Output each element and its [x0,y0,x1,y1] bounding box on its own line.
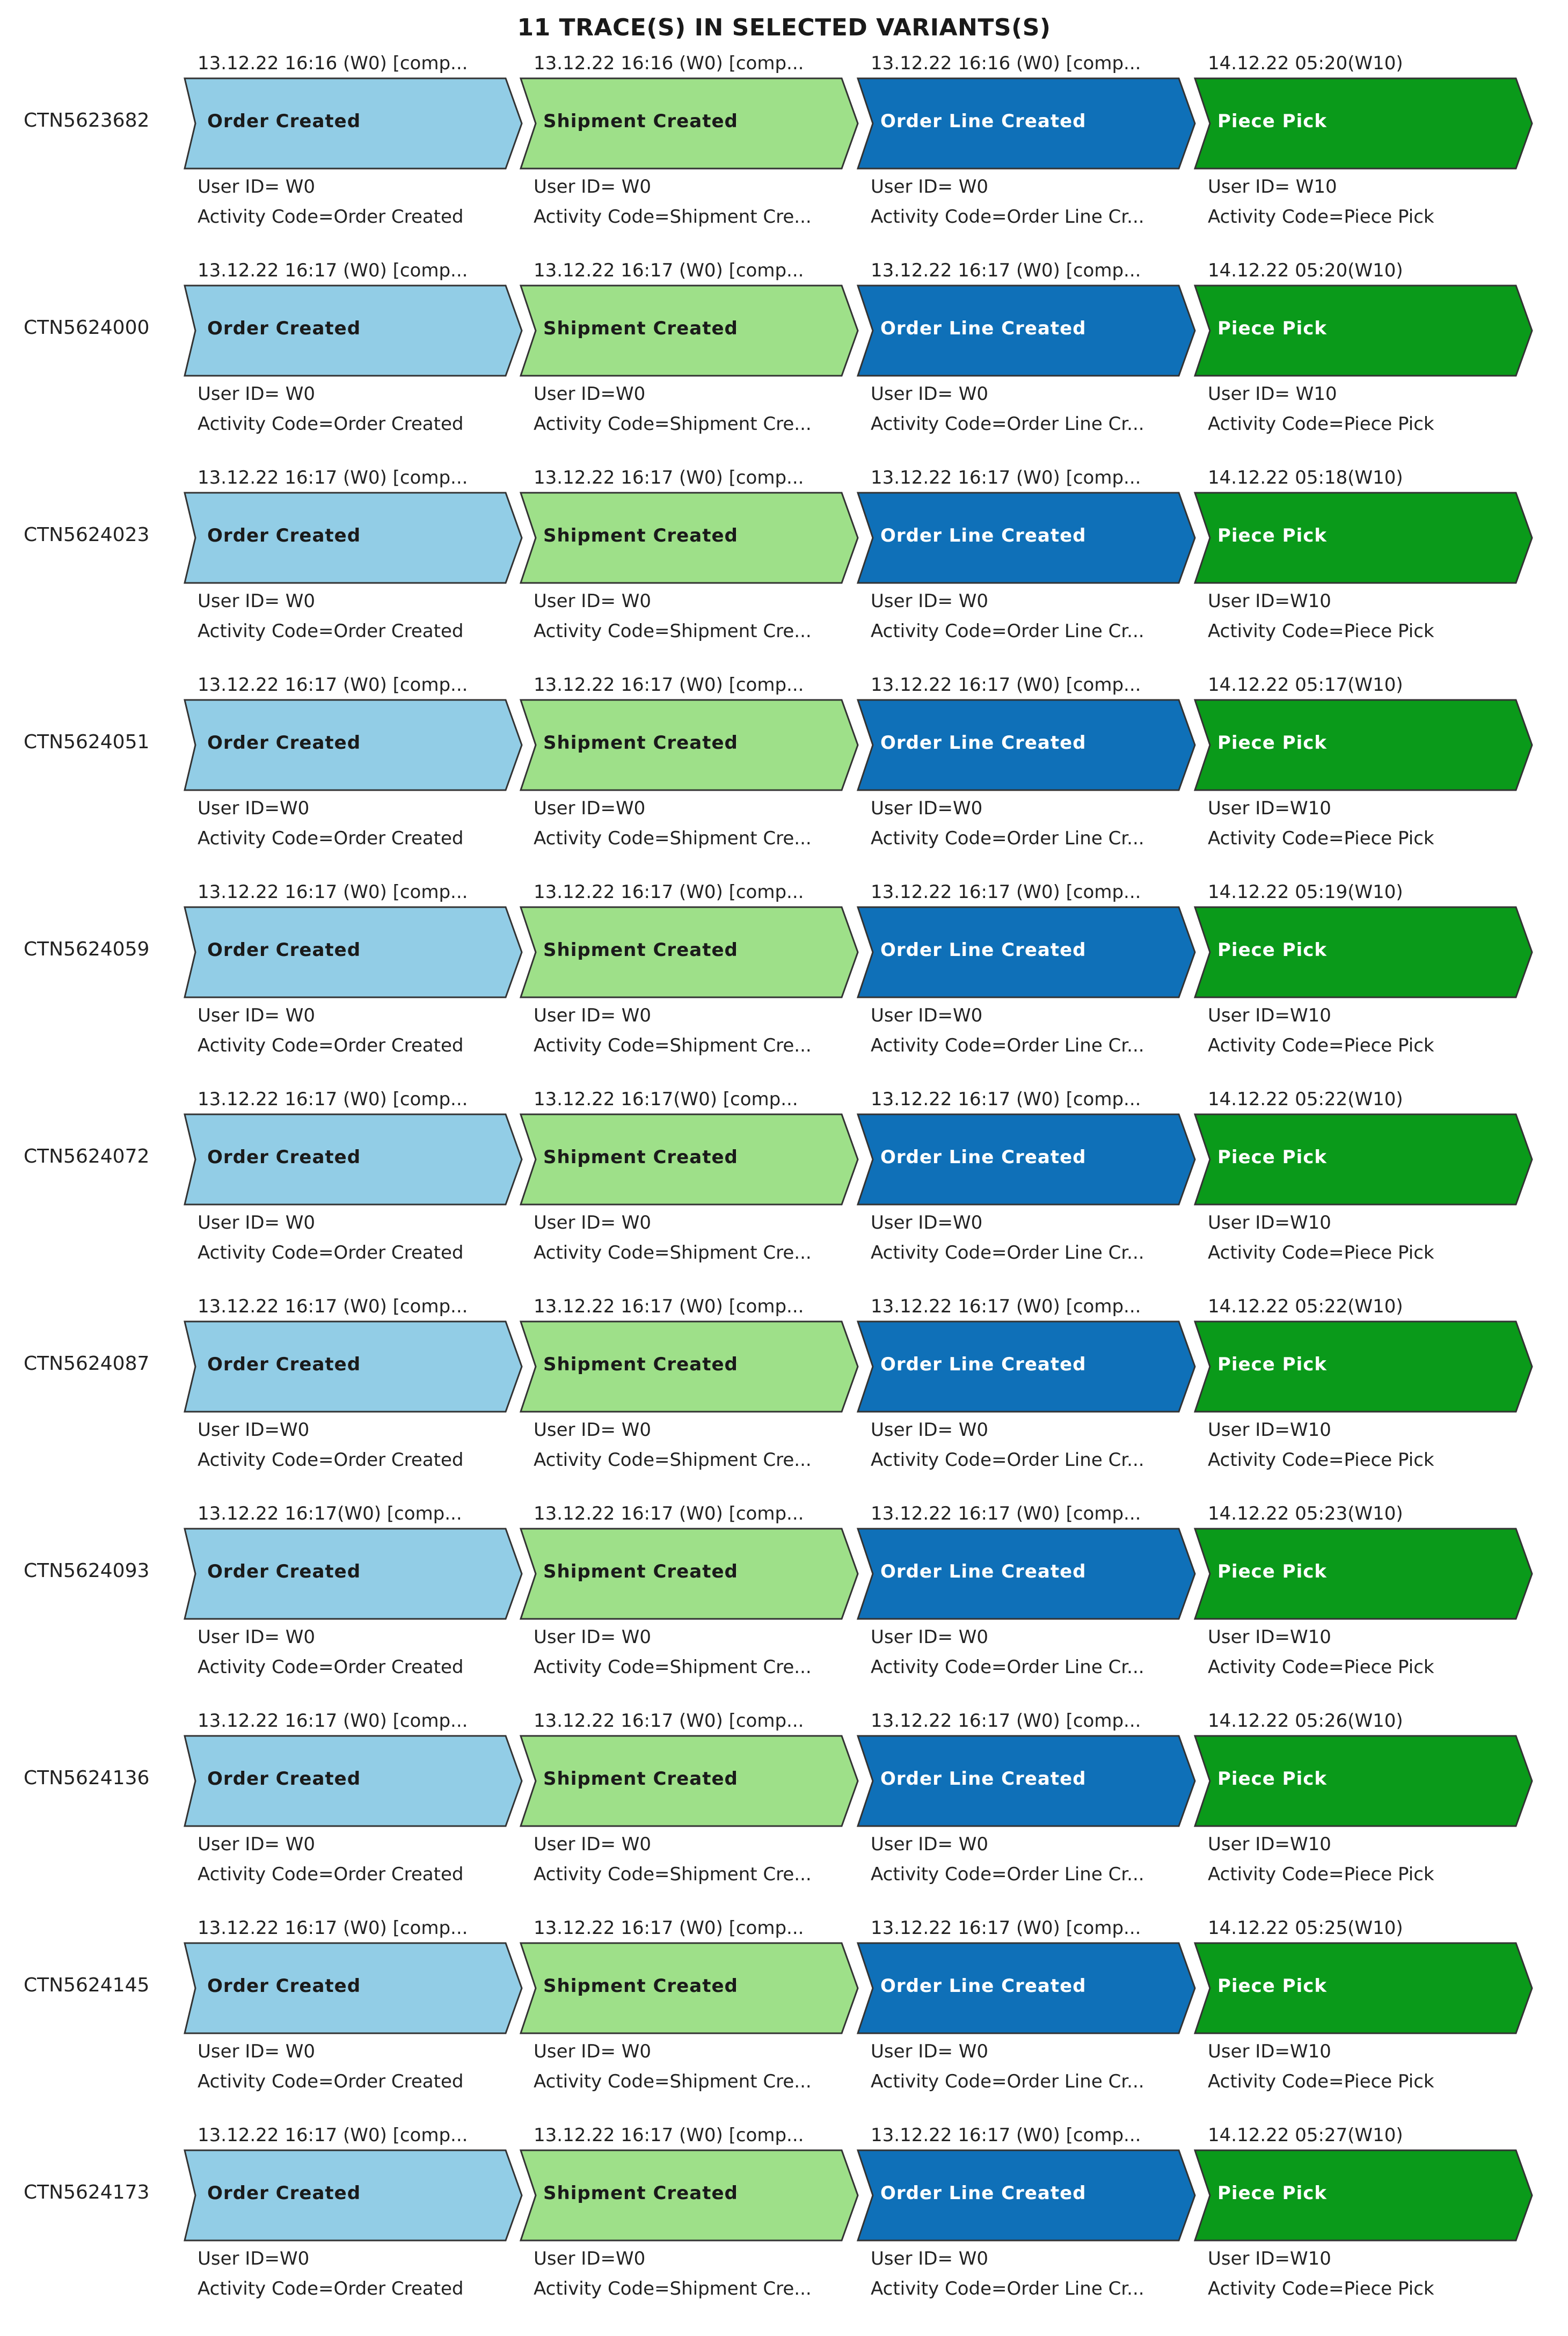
step-timestamp: 13.12.22 16:17 (W0) [comp... [534,467,804,488]
activity-code-attr: Activity Code=Order Created [198,1035,464,1056]
step-timestamp: 14.12.22 05:22(W10) [1208,1296,1403,1317]
activity-code-attr: Activity Code=Shipment Cre... [534,1242,812,1264]
activity-code-attr: Activity Code=Order Created [198,2278,464,2300]
user-id-attr: User ID=W10 [1208,2041,1331,2062]
activity-label: Shipment Created [543,1354,738,1375]
activity-code-attr: Activity Code=Shipment Cre... [534,413,812,435]
activity-code-attr: Activity Code=Shipment Cre... [534,2278,812,2300]
activity-label: Order Created [207,318,361,339]
activity-label: Piece Pick [1217,318,1328,339]
case-id: CTN5624051 [24,731,150,753]
activity-label: Order Line Created [880,318,1086,339]
activity-code-attr: Activity Code=Piece Pick [1208,1035,1434,1056]
trace-row [0,257,1568,464]
user-id-attr: User ID= W0 [534,1212,652,1233]
trace-list [0,49,1568,2328]
trace-row [0,49,1568,257]
step-timestamp: 13.12.22 16:16 (W0) [comp... [198,53,468,74]
user-id-attr: User ID= W0 [198,383,316,405]
diagram-title: 11 TRACE(S) IN SELECTED VARIANTS(S) [517,14,1051,41]
user-id-attr: User ID= W0 [198,1834,316,1855]
user-id-attr: User ID= W0 [871,1419,989,1441]
activity-code-attr: Activity Code=Shipment Cre... [534,1449,812,1471]
user-id-attr: User ID= W0 [534,1419,652,1441]
activity-label: Order Line Created [880,939,1086,961]
activity-code-attr: Activity Code=Shipment Cre... [534,1656,812,1678]
user-id-attr: User ID= W10 [1208,176,1337,198]
trace-row [0,671,1568,878]
activity-code-attr: Activity Code=Piece Pick [1208,1449,1434,1471]
user-id-attr: User ID= W0 [871,590,989,612]
case-id: CTN5624023 [24,524,150,546]
activity-code-attr: Activity Code=Piece Pick [1208,2278,1434,2300]
activity-code-attr: Activity Code=Order Line Cr... [871,1864,1144,1885]
user-id-attr: User ID=W10 [1208,798,1331,819]
activity-code-attr: Activity Code=Order Created [198,1864,464,1885]
activity-code-attr: Activity Code=Order Created [198,413,464,435]
activity-label: Piece Pick [1217,1147,1328,1168]
user-id-attr: User ID=W0 [871,1005,983,1026]
activity-code-attr: Activity Code=Piece Pick [1208,620,1434,642]
step-timestamp: 14.12.22 05:22(W10) [1208,1089,1403,1110]
user-id-attr: User ID=W0 [534,798,646,819]
user-id-attr: User ID= W0 [534,176,652,198]
step-timestamp: 13.12.22 16:17 (W0) [comp... [198,1296,468,1317]
step-timestamp: 14.12.22 05:20(W10) [1208,53,1403,74]
activity-label: Piece Pick [1217,525,1328,546]
activity-label: Order Line Created [880,2182,1086,2204]
trace-row [0,2121,1568,2328]
trace-row [0,464,1568,671]
user-id-attr: User ID= W0 [198,1626,316,1648]
user-id-attr: User ID= W0 [871,383,989,405]
case-id: CTN5623682 [24,110,150,132]
activity-label: Piece Pick [1217,1975,1328,1997]
user-id-attr: User ID= W0 [198,2041,316,2062]
step-timestamp: 13.12.22 16:17 (W0) [comp... [534,2125,804,2146]
step-timestamp: 14.12.22 05:18(W10) [1208,467,1403,488]
step-timestamp: 14.12.22 05:19(W10) [1208,881,1403,903]
user-id-attr: User ID= W0 [871,2248,989,2269]
step-timestamp: 13.12.22 16:17 (W0) [comp... [198,467,468,488]
activity-code-attr: Activity Code=Piece Pick [1208,828,1434,849]
case-id: CTN5624173 [24,2181,150,2203]
step-timestamp: 14.12.22 05:20(W10) [1208,260,1403,281]
step-timestamp: 13.12.22 16:17 (W0) [comp... [198,881,468,903]
step-timestamp: 13.12.22 16:17 (W0) [comp... [534,1503,804,1524]
activity-label: Shipment Created [543,732,738,754]
step-timestamp: 13.12.22 16:17 (W0) [comp... [871,1503,1141,1524]
activity-label: Shipment Created [543,2182,738,2204]
activity-code-attr: Activity Code=Order Created [198,828,464,849]
activity-label: Order Created [207,2182,361,2204]
user-id-attr: User ID= W0 [198,590,316,612]
activity-label: Order Line Created [880,525,1086,546]
step-timestamp: 13.12.22 16:17(W0) [comp... [198,1503,462,1524]
step-timestamp: 14.12.22 05:25(W10) [1208,1917,1403,1939]
activity-label: Order Line Created [880,1768,1086,1790]
activity-label: Piece Pick [1217,732,1328,754]
activity-label: Order Line Created [880,1354,1086,1375]
activity-code-attr: Activity Code=Piece Pick [1208,413,1434,435]
case-id: CTN5624000 [24,317,150,339]
trace-row [0,1293,1568,1500]
step-timestamp: 13.12.22 16:17 (W0) [comp... [534,260,804,281]
step-timestamp: 13.12.22 16:17 (W0) [comp... [198,2125,468,2146]
activity-code-attr: Activity Code=Order Created [198,620,464,642]
step-timestamp: 14.12.22 05:27(W10) [1208,2125,1403,2146]
user-id-attr: User ID=W10 [1208,1626,1331,1648]
activity-label: Shipment Created [543,1975,738,1997]
activity-label: Shipment Created [543,111,738,132]
step-timestamp: 13.12.22 16:17 (W0) [comp... [198,1917,468,1939]
step-timestamp: 13.12.22 16:17 (W0) [comp... [871,1917,1141,1939]
step-timestamp: 13.12.22 16:17 (W0) [comp... [534,1296,804,1317]
activity-code-attr: Activity Code=Piece Pick [1208,2071,1434,2092]
activity-label: Order Created [207,939,361,961]
user-id-attr: User ID=W10 [1208,590,1331,612]
user-id-attr: User ID=W10 [1208,1212,1331,1233]
case-id: CTN5624093 [24,1560,150,1582]
activity-code-attr: Activity Code=Order Line Cr... [871,1449,1144,1471]
activity-code-attr: Activity Code=Order Line Cr... [871,206,1144,228]
activity-label: Piece Pick [1217,1768,1328,1790]
activity-code-attr: Activity Code=Piece Pick [1208,1864,1434,1885]
trace-row [0,878,1568,1085]
user-id-attr: User ID= W0 [198,1005,316,1026]
user-id-attr: User ID= W0 [534,1005,652,1026]
user-id-attr: User ID= W0 [198,1212,316,1233]
user-id-attr: User ID= W0 [871,1626,989,1648]
activity-label: Shipment Created [543,1768,738,1790]
activity-label: Shipment Created [543,1561,738,1582]
activity-code-attr: Activity Code=Shipment Cre... [534,1864,812,1885]
step-timestamp: 13.12.22 16:17(W0) [comp... [534,1089,798,1110]
step-timestamp: 14.12.22 05:26(W10) [1208,1710,1403,1732]
activity-label: Piece Pick [1217,939,1328,961]
activity-code-attr: Activity Code=Order Line Cr... [871,1656,1144,1678]
step-timestamp: 14.12.22 05:17(W10) [1208,674,1403,696]
activity-code-attr: Activity Code=Order Line Cr... [871,1242,1144,1264]
activity-code-attr: Activity Code=Shipment Cre... [534,2071,812,2092]
step-timestamp: 13.12.22 16:17 (W0) [comp... [534,1917,804,1939]
step-timestamp: 13.12.22 16:17 (W0) [comp... [534,1710,804,1732]
activity-label: Shipment Created [543,939,738,961]
activity-label: Shipment Created [543,318,738,339]
activity-label: Order Created [207,732,361,754]
activity-code-attr: Activity Code=Piece Pick [1208,206,1434,228]
activity-code-attr: Activity Code=Order Created [198,1656,464,1678]
activity-label: Piece Pick [1217,111,1328,132]
user-id-attr: User ID=W0 [534,383,646,405]
trace-row [0,1500,1568,1707]
activity-label: Order Line Created [880,111,1086,132]
user-id-attr: User ID=W0 [198,1419,310,1441]
case-id: CTN5624145 [24,1974,150,1996]
step-timestamp: 13.12.22 16:17 (W0) [comp... [534,881,804,903]
activity-label: Order Line Created [880,1975,1086,1997]
trace-row [0,1085,1568,1293]
step-timestamp: 13.12.22 16:16 (W0) [comp... [534,53,804,74]
activity-label: Piece Pick [1217,1561,1328,1582]
case-id: CTN5624087 [24,1353,150,1375]
activity-label: Piece Pick [1217,2182,1328,2204]
user-id-attr: User ID= W0 [871,1834,989,1855]
step-timestamp: 13.12.22 16:17 (W0) [comp... [871,260,1141,281]
step-timestamp: 13.12.22 16:17 (W0) [comp... [871,1296,1141,1317]
user-id-attr: User ID= W0 [534,2041,652,2062]
activity-code-attr: Activity Code=Order Line Cr... [871,413,1144,435]
step-timestamp: 13.12.22 16:17 (W0) [comp... [198,1089,468,1110]
activity-label: Piece Pick [1217,1354,1328,1375]
activity-code-attr: Activity Code=Shipment Cre... [534,206,812,228]
user-id-attr: User ID=W10 [1208,2248,1331,2269]
trace-row [0,1707,1568,1914]
user-id-attr: User ID=W0 [871,798,983,819]
step-timestamp: 13.12.22 16:16 (W0) [comp... [871,53,1141,74]
step-timestamp: 13.12.22 16:17 (W0) [comp... [871,467,1141,488]
activity-label: Order Line Created [880,732,1086,754]
activity-label: Order Line Created [880,1561,1086,1582]
step-timestamp: 13.12.22 16:17 (W0) [comp... [198,260,468,281]
step-timestamp: 13.12.22 16:17 (W0) [comp... [198,674,468,696]
step-timestamp: 13.12.22 16:17 (W0) [comp... [871,674,1141,696]
step-timestamp: 13.12.22 16:17 (W0) [comp... [871,1710,1141,1732]
activity-label: Order Created [207,111,361,132]
activity-code-attr: Activity Code=Shipment Cre... [534,620,812,642]
activity-code-attr: Activity Code=Order Line Cr... [871,2278,1144,2300]
user-id-attr: User ID=W10 [1208,1834,1331,1855]
step-timestamp: 13.12.22 16:17 (W0) [comp... [534,674,804,696]
activity-code-attr: Activity Code=Order Line Cr... [871,828,1144,849]
activity-code-attr: Activity Code=Order Line Cr... [871,2071,1144,2092]
trace-row [0,1914,1568,2121]
user-id-attr: User ID=W10 [1208,1005,1331,1026]
activity-label: Order Created [207,1768,361,1790]
user-id-attr: User ID=W10 [1208,1419,1331,1441]
activity-code-attr: Activity Code=Order Created [198,1449,464,1471]
activity-label: Shipment Created [543,525,738,546]
case-id: CTN5624136 [24,1767,150,1789]
user-id-attr: User ID=W0 [198,2248,310,2269]
user-id-attr: User ID= W0 [198,176,316,198]
user-id-attr: User ID= W10 [1208,383,1337,405]
user-id-attr: User ID= W0 [534,1626,652,1648]
activity-label: Order Created [207,1354,361,1375]
user-id-attr: User ID=W0 [534,2248,646,2269]
activity-code-attr: Activity Code=Shipment Cre... [534,1035,812,1056]
activity-code-attr: Activity Code=Piece Pick [1208,1242,1434,1264]
activity-label: Shipment Created [543,1147,738,1168]
user-id-attr: User ID= W0 [871,2041,989,2062]
activity-code-attr: Activity Code=Order Line Cr... [871,1035,1144,1056]
activity-code-attr: Activity Code=Order Created [198,1242,464,1264]
activity-code-attr: Activity Code=Order Created [198,206,464,228]
step-timestamp: 13.12.22 16:17 (W0) [comp... [871,881,1141,903]
user-id-attr: User ID= W0 [871,176,989,198]
activity-label: Order Created [207,1561,361,1582]
activity-code-attr: Activity Code=Shipment Cre... [534,828,812,849]
user-id-attr: User ID= W0 [534,1834,652,1855]
step-timestamp: 13.12.22 16:17 (W0) [comp... [871,2125,1141,2146]
case-id: CTN5624059 [24,938,150,960]
step-timestamp: 14.12.22 05:23(W10) [1208,1503,1403,1524]
activity-code-attr: Activity Code=Order Line Cr... [871,620,1144,642]
case-id: CTN5624072 [24,1145,150,1167]
user-id-attr: User ID=W0 [198,798,310,819]
activity-label: Order Line Created [880,1147,1086,1168]
step-timestamp: 13.12.22 16:17 (W0) [comp... [871,1089,1141,1110]
activity-code-attr: Activity Code=Order Created [198,2071,464,2092]
user-id-attr: User ID=W0 [871,1212,983,1233]
activity-label: Order Created [207,1975,361,1997]
step-timestamp: 13.12.22 16:17 (W0) [comp... [198,1710,468,1732]
user-id-attr: User ID= W0 [534,590,652,612]
activity-code-attr: Activity Code=Piece Pick [1208,1656,1434,1678]
activity-label: Order Created [207,525,361,546]
activity-label: Order Created [207,1147,361,1168]
